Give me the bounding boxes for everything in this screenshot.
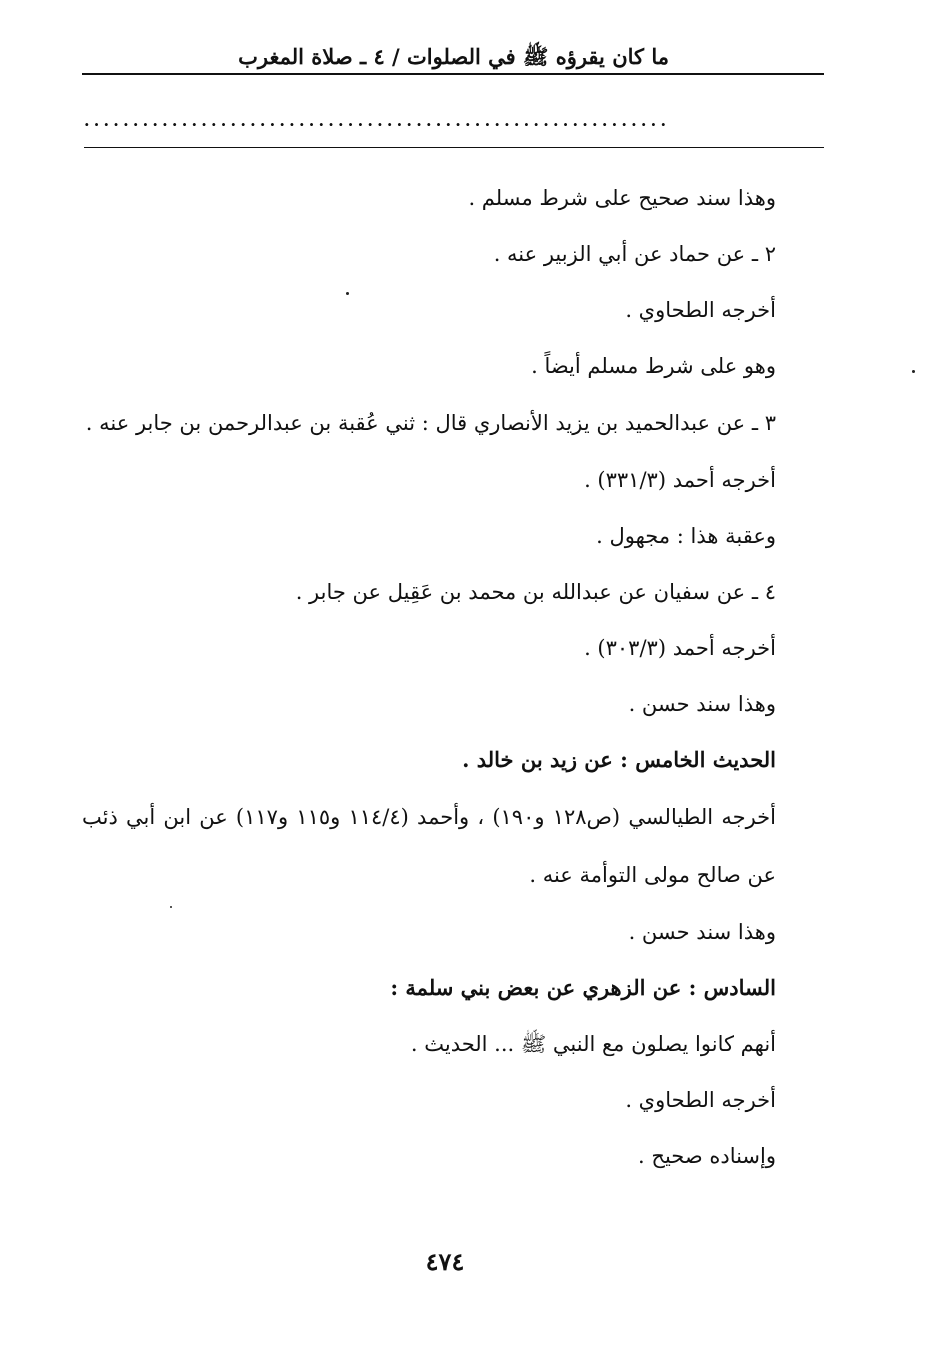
separator-rule xyxy=(84,147,824,148)
paragraph: وهذا سند صحيح على شرط مسلم . xyxy=(468,186,776,210)
paragraph: وعقبة هذا : مجهول . xyxy=(596,524,776,548)
scan-speck xyxy=(912,370,915,373)
paragraph: أخرجه الطحاوي . xyxy=(625,1088,776,1112)
paragraph: ٤ ـ عن سفيان عن عبدالله بن محمد بن عَقِيل عن جابر . xyxy=(295,580,776,604)
paragraph: وإسناده صحيح . xyxy=(638,1144,776,1168)
paragraph: أخرجه الطحاوي . xyxy=(625,298,776,322)
paragraph: أخرجه أحمد (٣٠٣/٣) . xyxy=(584,636,776,660)
paragraph: وهذا سند حسن . xyxy=(628,920,776,944)
paragraph: أنهم كانوا يصلون مع النبي ﷺ ... الحديث . xyxy=(410,1032,776,1056)
dotted-separator: ............................................................ xyxy=(84,113,671,129)
paragraph: ٣ ـ عن عبدالحميد بن يزيد الأنصاري قال : ثني عُقبة بن عبدالرحمن بن جابر عنه . xyxy=(85,411,776,435)
paragraph: أخرجه أحمد (٣٣١/٣) . xyxy=(584,468,776,492)
running-title: ما كان يقرؤه ﷺ في الصلوات / ٤ ـ صلاة المغرب xyxy=(238,44,669,69)
section-heading: الحديث الخامس : عن زيد بن خالد . xyxy=(462,747,776,772)
paragraph: وهذا سند حسن . xyxy=(628,692,776,716)
paragraph: أخرجه الطيالسي (ص١٢٨ و١٩٠) ، وأحمد (١١٤/٤ و١١٥ و١١٧) عن ابن أبي ذئب عن صالح مولى التوأمة عنه . xyxy=(82,805,776,887)
page-number: ٤٧٤ xyxy=(425,1247,465,1276)
header-rule xyxy=(82,73,824,75)
section-heading: السادس : عن الزهري عن بعض بني سلمة : xyxy=(390,975,776,1000)
paragraph: وهو على شرط مسلم أيضاً . xyxy=(531,354,776,378)
scan-speck xyxy=(170,906,172,908)
scan-speck xyxy=(346,292,349,295)
page-body xyxy=(82,170,824,1184)
paragraph: ٢ ـ عن حماد عن أبي الزبير عنه . xyxy=(493,242,776,266)
